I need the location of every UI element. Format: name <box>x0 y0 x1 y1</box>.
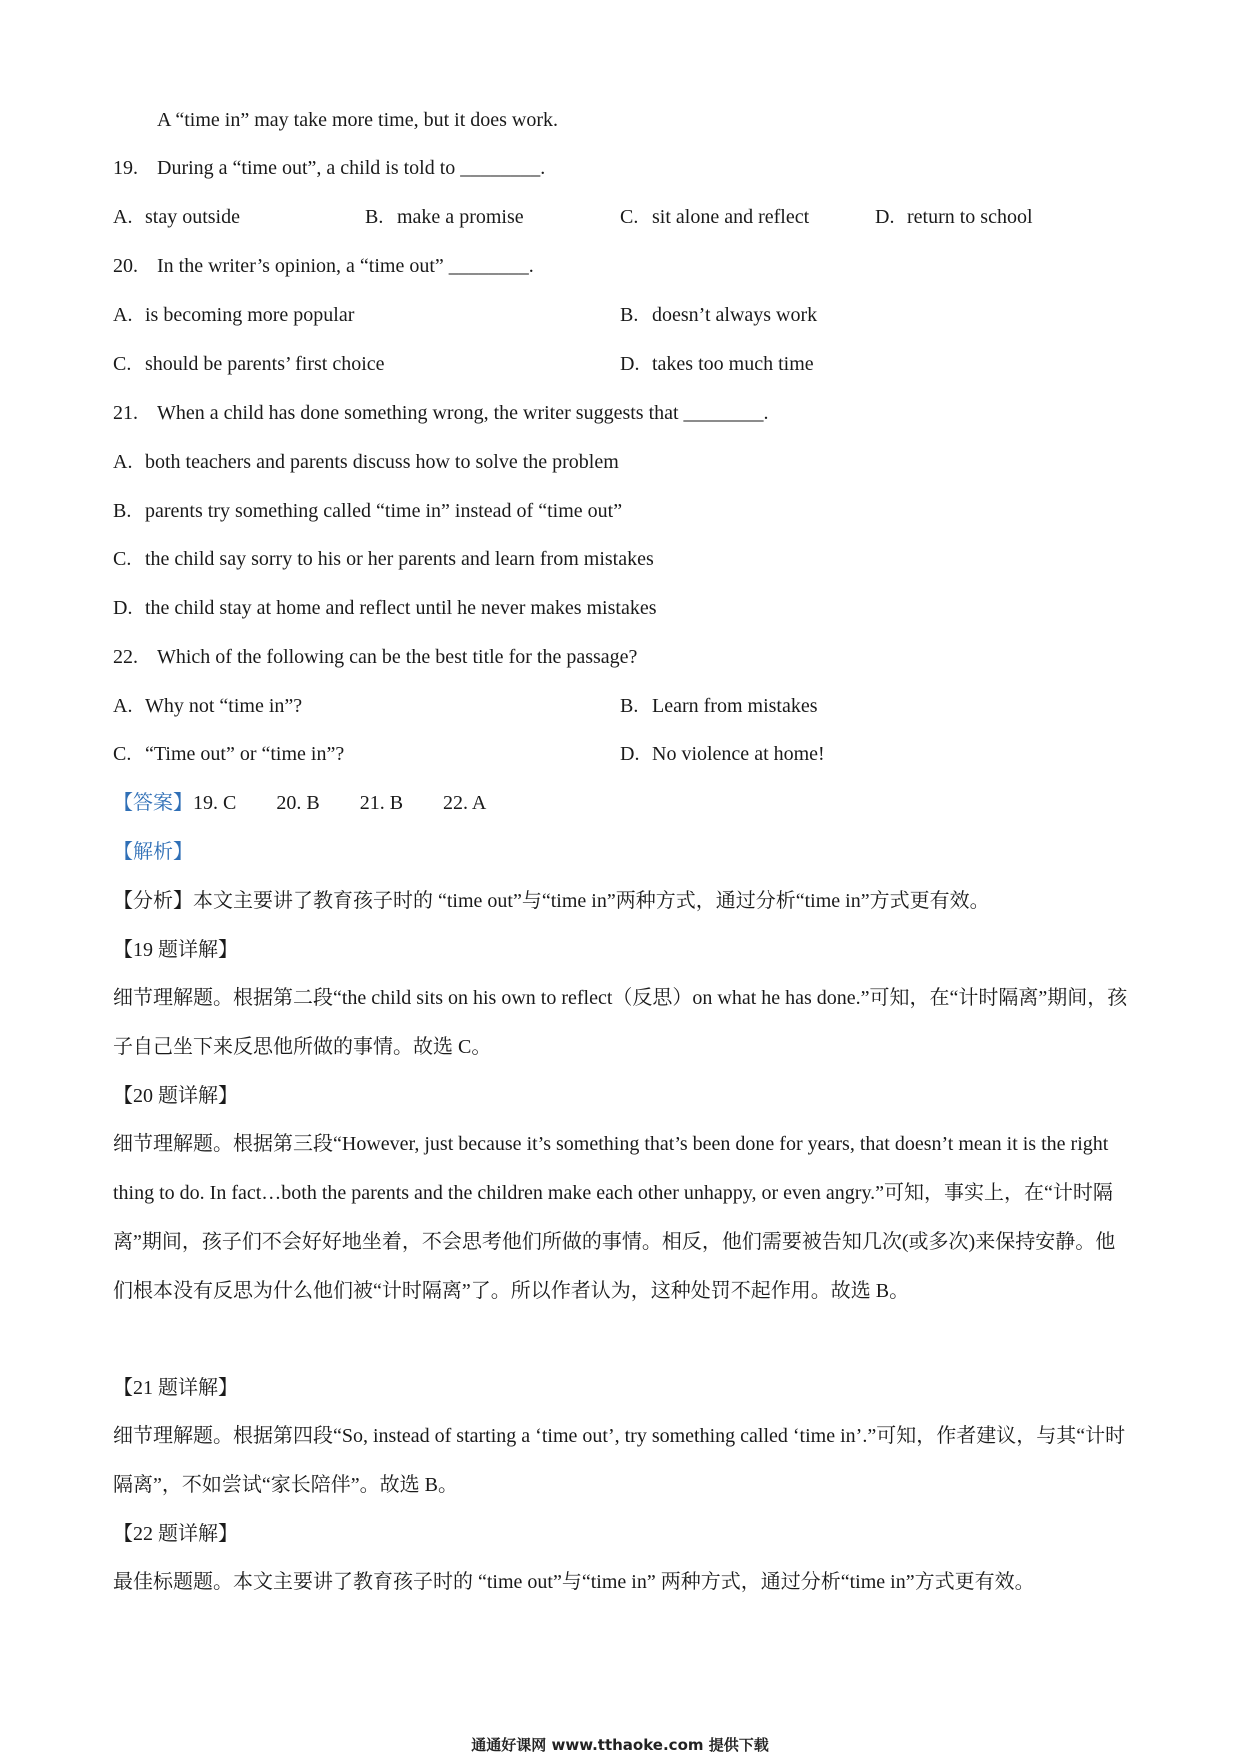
intro-line: A “time in” may take more time, but it does work. <box>157 109 559 131</box>
option-20-d[interactable] <box>620 351 814 377</box>
summary-label: 【分析】 <box>113 890 193 912</box>
option-22-c[interactable] <box>113 741 344 767</box>
question-number: 22. <box>113 646 138 668</box>
option-letter: A. <box>113 695 133 717</box>
option-text: should be parents’ first choice <box>145 353 385 375</box>
option-text: return to school <box>907 206 1033 228</box>
option-letter: A. <box>113 451 133 473</box>
detail-20-label: 【20 题详解】 <box>113 1085 238 1107</box>
option-22-a[interactable] <box>113 693 302 719</box>
option-22-d[interactable] <box>620 741 825 767</box>
question-number: 19. <box>113 157 138 179</box>
detail-21-text: 细节理解题。根据第四段“So, instead of starting a ‘time out’, try something called ‘time in’.”可知，作者建议，与其“计时隔离”，不如尝试“家长陪伴”。故选 B。 <box>113 1425 1126 1496</box>
analysis-label: 【解析】 <box>113 841 193 863</box>
detail-22-text: 最佳标题题。本文主要讲了教育孩子时的 “time out”与“time in” 两种方式，通过分析“time in”方式更有效。 <box>113 1571 1035 1593</box>
detail-19-label: 【19 题详解】 <box>113 939 238 961</box>
option-19-d[interactable] <box>875 204 1033 230</box>
option-text: doesn’t always work <box>652 304 818 326</box>
option-text: both teachers and parents discuss how to solve the problem <box>145 451 619 473</box>
option-letter: B. <box>620 695 639 717</box>
question-number: 20. <box>113 255 138 277</box>
option-text: Why not “time in”? <box>145 695 303 717</box>
answer-22: 22. A <box>443 792 487 814</box>
question-22 <box>113 644 637 670</box>
option-text: sit alone and reflect <box>652 206 810 228</box>
option-text: parents try something called “time in” instead of “time out” <box>145 500 623 522</box>
option-letter: A. <box>113 304 133 326</box>
answer-label: 【答案】 <box>113 792 193 814</box>
option-text: make a promise <box>397 206 524 228</box>
footer-watermark: 通通好课网 www.tthaoke.com 提供下载 <box>471 1736 769 1754</box>
option-text: the child say sorry to his or her parents and learn from mistakes <box>145 548 654 570</box>
option-20-c[interactable] <box>113 351 385 377</box>
option-letter: D. <box>620 743 640 765</box>
option-letter: B. <box>113 500 132 522</box>
option-letter: C. <box>113 548 132 570</box>
question-stem: Which of the following can be the best title for the passage? <box>157 646 638 668</box>
option-text: is becoming more popular <box>145 304 355 326</box>
option-letter: C. <box>113 353 132 375</box>
detail-21-label: 【21 题详解】 <box>113 1377 238 1399</box>
answer-20: 20. B <box>276 792 320 814</box>
answer-line <box>113 790 526 816</box>
question-number: 21. <box>113 402 138 424</box>
option-text: the child stay at home and reflect until he never makes mistakes <box>145 597 657 619</box>
question-stem: During a “time out”, a child is told to ________. <box>157 157 546 179</box>
option-21-a[interactable] <box>113 449 619 475</box>
option-21-c[interactable] <box>113 546 654 572</box>
question-stem: When a child has done something wrong, the writer suggests that ________. <box>157 402 769 424</box>
option-19-b[interactable] <box>365 204 524 230</box>
detail-19-text: 细节理解题。根据第二段“the child sits on his own to reflect（反思）on what he has done.”可知，在“计时隔离”期间，孩子自己坐下来反思他所做的事情。故选 C。 <box>113 987 1128 1058</box>
option-text: “Time out” or “time in”? <box>145 743 345 765</box>
summary-line <box>113 888 990 914</box>
option-letter: B. <box>620 304 639 326</box>
question-20 <box>113 253 534 279</box>
option-letter: B. <box>365 206 384 228</box>
question-19 <box>113 155 545 181</box>
option-text: takes too much time <box>652 353 814 375</box>
option-letter: C. <box>113 743 132 765</box>
option-20-b[interactable] <box>620 302 817 328</box>
option-21-b[interactable] <box>113 498 622 524</box>
option-letter: A. <box>113 206 133 228</box>
option-20-a[interactable] <box>113 302 354 328</box>
option-19-a[interactable] <box>113 204 240 230</box>
option-21-d[interactable] <box>113 595 657 621</box>
option-text: Learn from mistakes <box>652 695 818 717</box>
answer-19: 19. C <box>193 792 237 814</box>
option-letter: D. <box>113 597 133 619</box>
answer-21: 21. B <box>359 792 404 814</box>
option-text: No violence at home! <box>652 743 825 765</box>
option-letter: D. <box>875 206 895 228</box>
question-stem: In the writer’s opinion, a “time out” ________. <box>157 255 534 277</box>
option-letter: D. <box>620 353 640 375</box>
summary-text: 本文主要讲了教育孩子时的 “time out”与“time in”两种方式，通过分析“time in”方式更有效。 <box>193 890 990 912</box>
detail-22-label: 【22 题详解】 <box>113 1523 238 1545</box>
option-19-c[interactable] <box>620 204 809 230</box>
option-letter: C. <box>620 206 639 228</box>
question-21 <box>113 400 769 426</box>
option-text: stay outside <box>145 206 240 228</box>
detail-20-text: 细节理解题。根据第三段“However, just because it’s something that’s been done for years, that doesn’t mean it is the right thing to do. In fact…both the parents and the children make each other unhappy, or even angry.”可知，事实上，在“计时隔离”期间，孩子们不会好好地坐着，不会思考他们所做的事情。相反，他们需要被告知几次(或多次)来保持安静。他们根本没有反思为什么他们被“计时隔离”了。所以作者认为，这种处罚不起作用。故选 B。 <box>113 1133 1116 1302</box>
option-22-b[interactable] <box>620 693 818 719</box>
